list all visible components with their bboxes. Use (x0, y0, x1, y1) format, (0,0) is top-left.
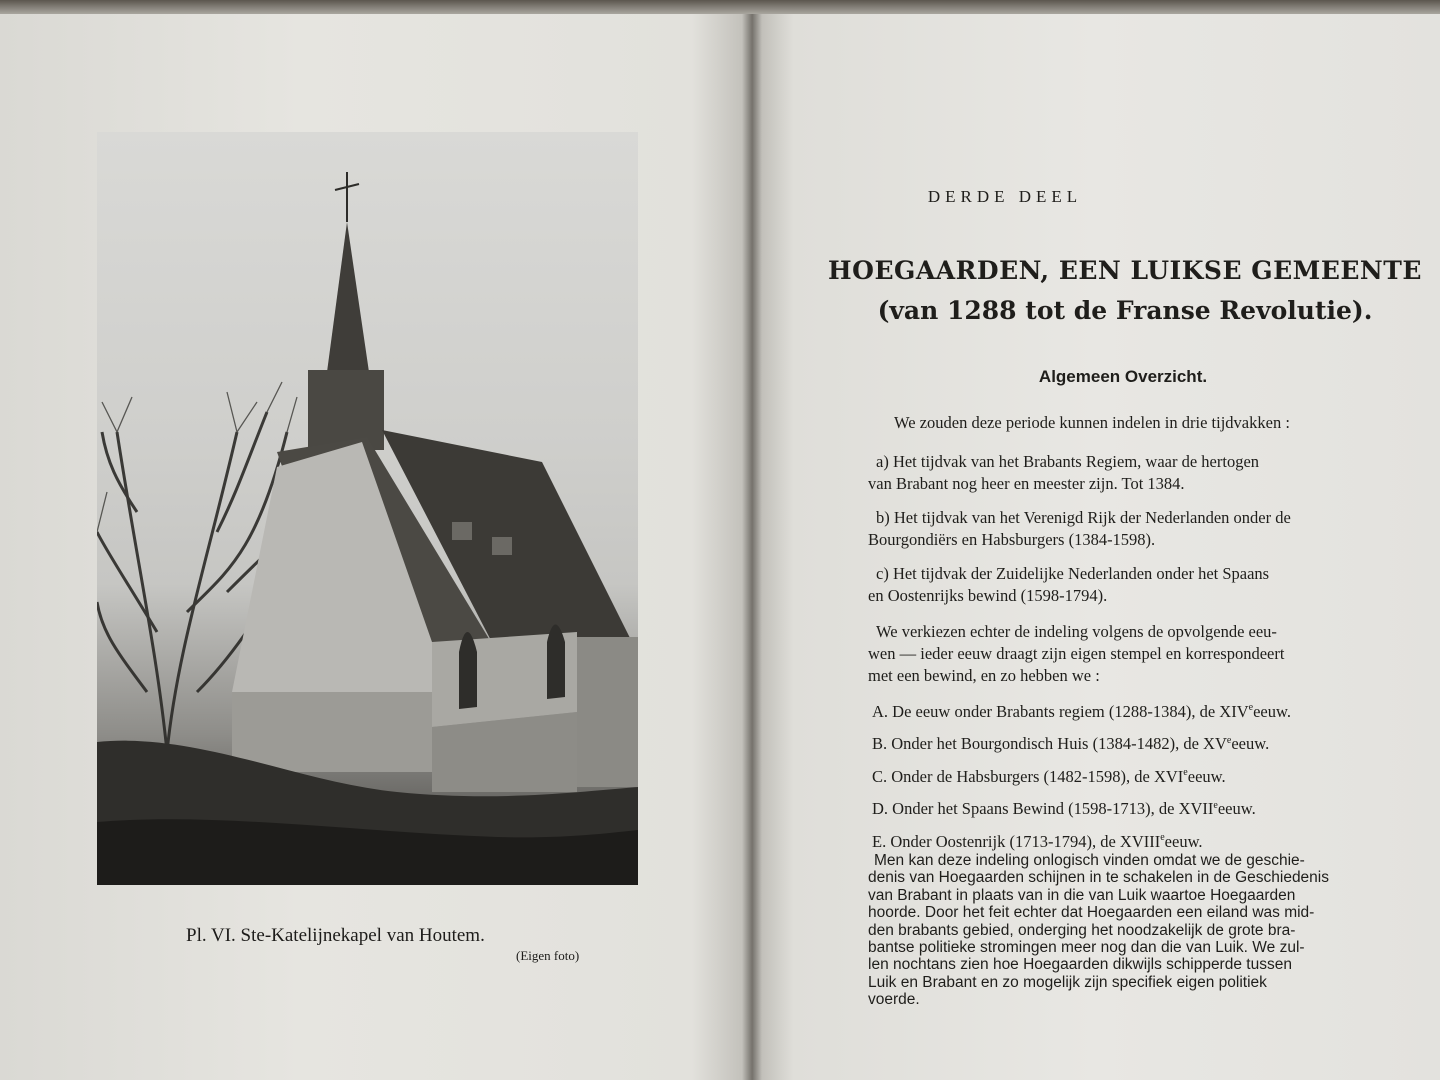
period-b-line2: Bourgondiërs en Habsburgers (1384-1598). (868, 530, 1156, 549)
closing-line: voerde. (868, 991, 920, 1009)
list-item: D. Onder het Spaans Bewind (1598-1713), de XVIIeeeuw. (872, 799, 1256, 818)
period-b (868, 507, 1426, 551)
preference-line3: met een bewind, en zo hebben we : (868, 666, 1100, 685)
closing-line: bantse politieke stromingen meer nog dan die van Luik. We zul- (868, 939, 1305, 957)
list-item: C. Onder de Habsburgers (1482-1598), de XVIeeeuw. (872, 766, 1226, 786)
preference-paragraph (868, 621, 1426, 687)
period-a-line1: a) Het tijdvak van het Brabants Regiem, waar de hertogen (876, 452, 1260, 471)
period-a (868, 451, 1426, 495)
preference-line1: We verkiezen echter de indeling volgens de opvolgende eeu- (876, 622, 1277, 641)
closing-line: van Brabant in plaats van in die van Luik waartoe Hoegaarden (868, 886, 1296, 904)
period-b-line1: b) Het tijdvak van het Verenigd Rijk der Nederlanden onder de (876, 508, 1291, 527)
period-c-line2: en Oostenrijks bewind (1598-1794). (868, 586, 1108, 605)
top-edge-shadow (0, 0, 1440, 14)
chapter-title: HOEGAARDEN, EEN LUIKSE GEMEENTE (828, 256, 1422, 285)
period-c-line1: c) Het tijdvak der Zuidelijke Nederlanden onder het Spaans (876, 564, 1270, 583)
closing-line: hoorde. Door het feit echter dat Hoegaarden een eiland was mid- (868, 904, 1315, 922)
plate-caption: Pl. VI. Ste-Katelijnekapel van Houtem. (186, 925, 485, 946)
chapel-photograph (97, 132, 638, 885)
closing-line: den brabants gebied, onderging het noodzakelijk de grote bra- (868, 921, 1296, 939)
century-list (872, 693, 1428, 856)
intro-paragraph: We zouden deze periode kunnen indelen in drie tijdvakken : (894, 413, 1290, 432)
closing-line: len nochtans zien hoe Hoegaarden dikwijls schipperde tussen (868, 956, 1292, 974)
period-a-line2: van Brabant nog heer en meester zijn. Tot 1384. (868, 474, 1185, 493)
list-item: B. Onder het Bourgondisch Huis (1384-1482), de XVeeeuw. (872, 734, 1270, 753)
photo-credit: (Eigen foto) (516, 948, 580, 963)
chapel-illustration (97, 132, 638, 885)
closing-paragraph (868, 852, 1426, 1009)
list-item: E. Onder Oostenrijk (1713-1794), de XVIIIeeeuw. (872, 831, 1203, 851)
list-item: A. De eeuw onder Brabants regiem (1288-1384), de XIVeeeuw. (872, 701, 1291, 721)
part-label: DERDE DEEL (927, 187, 1083, 206)
book-gutter (742, 0, 762, 1080)
period-c (868, 563, 1426, 607)
closing-line: denis van Hoegaarden schijnen in te schakelen in de Geschiedenis (868, 869, 1329, 887)
chapter-subtitle: (van 1288 tot de Franse Revolutie). (877, 296, 1373, 325)
preference-line2: wen — ieder eeuw draagt zijn eigen stempel en korrespondeert (868, 644, 1285, 663)
closing-line: Men kan deze indeling onlogisch vinden omdat we de geschie- (874, 852, 1305, 869)
section-heading: Algemeen Overzicht. (1038, 367, 1208, 386)
closing-line: Luik en Brabant en zo mogelijk zijn specifiek eigen politiek (868, 973, 1267, 991)
